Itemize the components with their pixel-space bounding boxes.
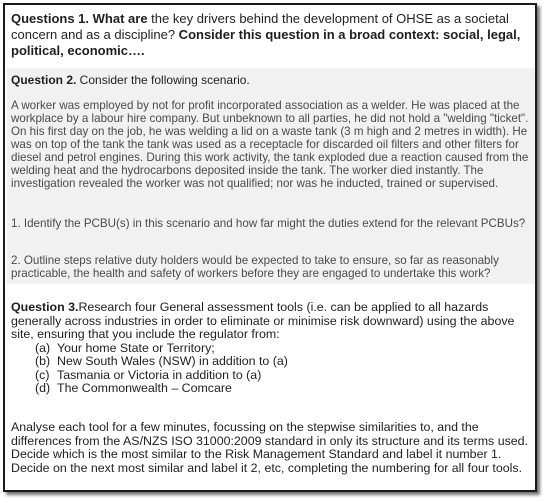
list-marker: (b) <box>35 354 51 368</box>
list-item-text: Your home State or Territory; <box>57 340 215 355</box>
list-item-text: The Commonwealth – Comcare <box>57 381 232 395</box>
question-1-context: Consider this question in a broad context: social, legal, political, economic…. <box>11 27 521 58</box>
task-1: 1. Identify the PCBU(s) in this scenario and how far might the duties extend for the relevant PCBUs? <box>11 217 526 230</box>
task-2: 2. Outline steps relative duty holders would be expected to take to ensure, so far as reasonably practicable, the health and safety of workers before they are engaged to undertake this work? <box>11 254 499 280</box>
question-3-text: Research four General assessment tools (i.e. can be applied to all hazards generally across industries in order to eliminate or minimise risk downward) using the above site, ensuring that you include the regulator from: <box>11 300 515 341</box>
analyse-instructions: Analyse each tool for a few minutes, focussing on the stepwise similarities to, and the differences from the AS/NZS ISO 31000:2009 standard in only its structure and its terms used. Decide which is the most similar to the Risk Management Standard and label it number 1. Decide on the next most similar and label it 2, etc, completing the numbering for all four tools. <box>11 420 528 475</box>
list-item <box>35 342 533 356</box>
question-1-text: the key drivers behind the development of OHSE as a societal concern and as a discipline? <box>11 11 509 42</box>
question-1 <box>11 11 533 59</box>
regulator-list <box>11 342 533 396</box>
document-frame <box>3 3 537 492</box>
list-marker: (a) <box>35 340 51 355</box>
question-2-intro: Consider the following scenario. <box>76 73 250 87</box>
question-3 <box>11 301 533 396</box>
question-1-label: Questions 1. <box>11 11 90 26</box>
list-item <box>35 382 533 396</box>
list-marker: (d) <box>35 381 51 395</box>
list-marker: (c) <box>35 367 50 382</box>
question-2-heading <box>11 73 531 88</box>
list-item <box>35 369 533 383</box>
scenario-text: A worker was employed by not for profit incorporated association as a welder. He was placed at the workplace by a labour hire company. But unbeknown to all parties, he did not hold a "welding "ticket". On his first day on the job, he was welding a lid on a waste tank (3 m high and 2 metres in width). He was on top of the tank the tank was used as a receptacle for discarded oil filters and other filters for diesel and petrol engines. During this work activity, the tank exploded due a reaction caused from the welding heat and the hydrocarbons deposited inside the tank. The worker died instantly. The investigation revealed the worker was not qualified; nor was he inducted, trained or supervised. <box>11 99 529 190</box>
question-1-lead: What are <box>92 11 148 26</box>
question-3-label: Question 3. <box>11 300 79 314</box>
question-2-label: Question 2. <box>11 73 77 87</box>
list-item-text: New South Wales (NSW) in addition to (a) <box>57 354 288 368</box>
list-item-text: Tasmania or Victoria in addition to (a) <box>57 367 262 382</box>
question-2-section <box>7 68 535 284</box>
list-item <box>35 355 533 369</box>
